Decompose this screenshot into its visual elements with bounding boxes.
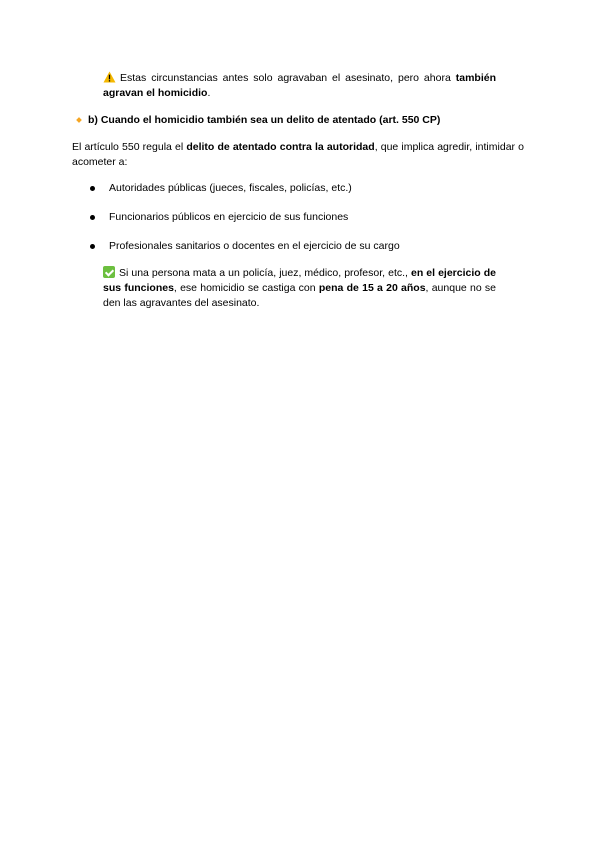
warning-icon xyxy=(103,71,116,83)
check-bold-2: pena de 15 a 20 años xyxy=(318,282,426,294)
intro-post: , que implica agredir, intimidar o acometer a: xyxy=(72,141,524,168)
intro-bold: delito de atentado contra la autoridad xyxy=(186,141,375,153)
check-bold-1: en el ejercicio de sus funciones xyxy=(103,267,496,294)
check-note xyxy=(103,266,496,311)
check-post: , aunque no se den las agravantes del asesinato. xyxy=(103,282,496,309)
bullet-icon xyxy=(90,215,95,220)
intro-paragraph xyxy=(72,140,524,170)
check-mid: , ese homicidio se castiga con xyxy=(173,282,316,294)
warning-note xyxy=(103,71,496,101)
section-heading-text: b) Cuando el homicidio también sea un delito de atentado (art. 550 CP) xyxy=(88,114,441,126)
warning-bold-text: también agravan el homicidio xyxy=(103,72,497,99)
orange-diamond-icon xyxy=(76,117,82,123)
warning-text: Estas circunstancias antes solo agravaban el asesinato, pero ahora xyxy=(120,72,451,84)
check-pre: Si una persona mata a un policía, juez, médico, profesor, etc., xyxy=(119,267,408,279)
warning-end: . xyxy=(207,87,211,99)
section-heading xyxy=(88,113,508,128)
list-item: Profesionales sanitarios o docentes en el ejercicio de su cargo xyxy=(109,240,400,252)
check-mark-icon xyxy=(103,266,115,278)
bullet-icon xyxy=(90,244,95,249)
list-item: Funcionarios públicos en ejercicio de sus funciones xyxy=(109,211,349,223)
intro-pre: El artículo 550 regula el xyxy=(72,141,184,153)
list-item: Autoridades públicas (jueces, fiscales, policías, etc.) xyxy=(109,182,352,194)
bullet-icon xyxy=(90,186,95,191)
